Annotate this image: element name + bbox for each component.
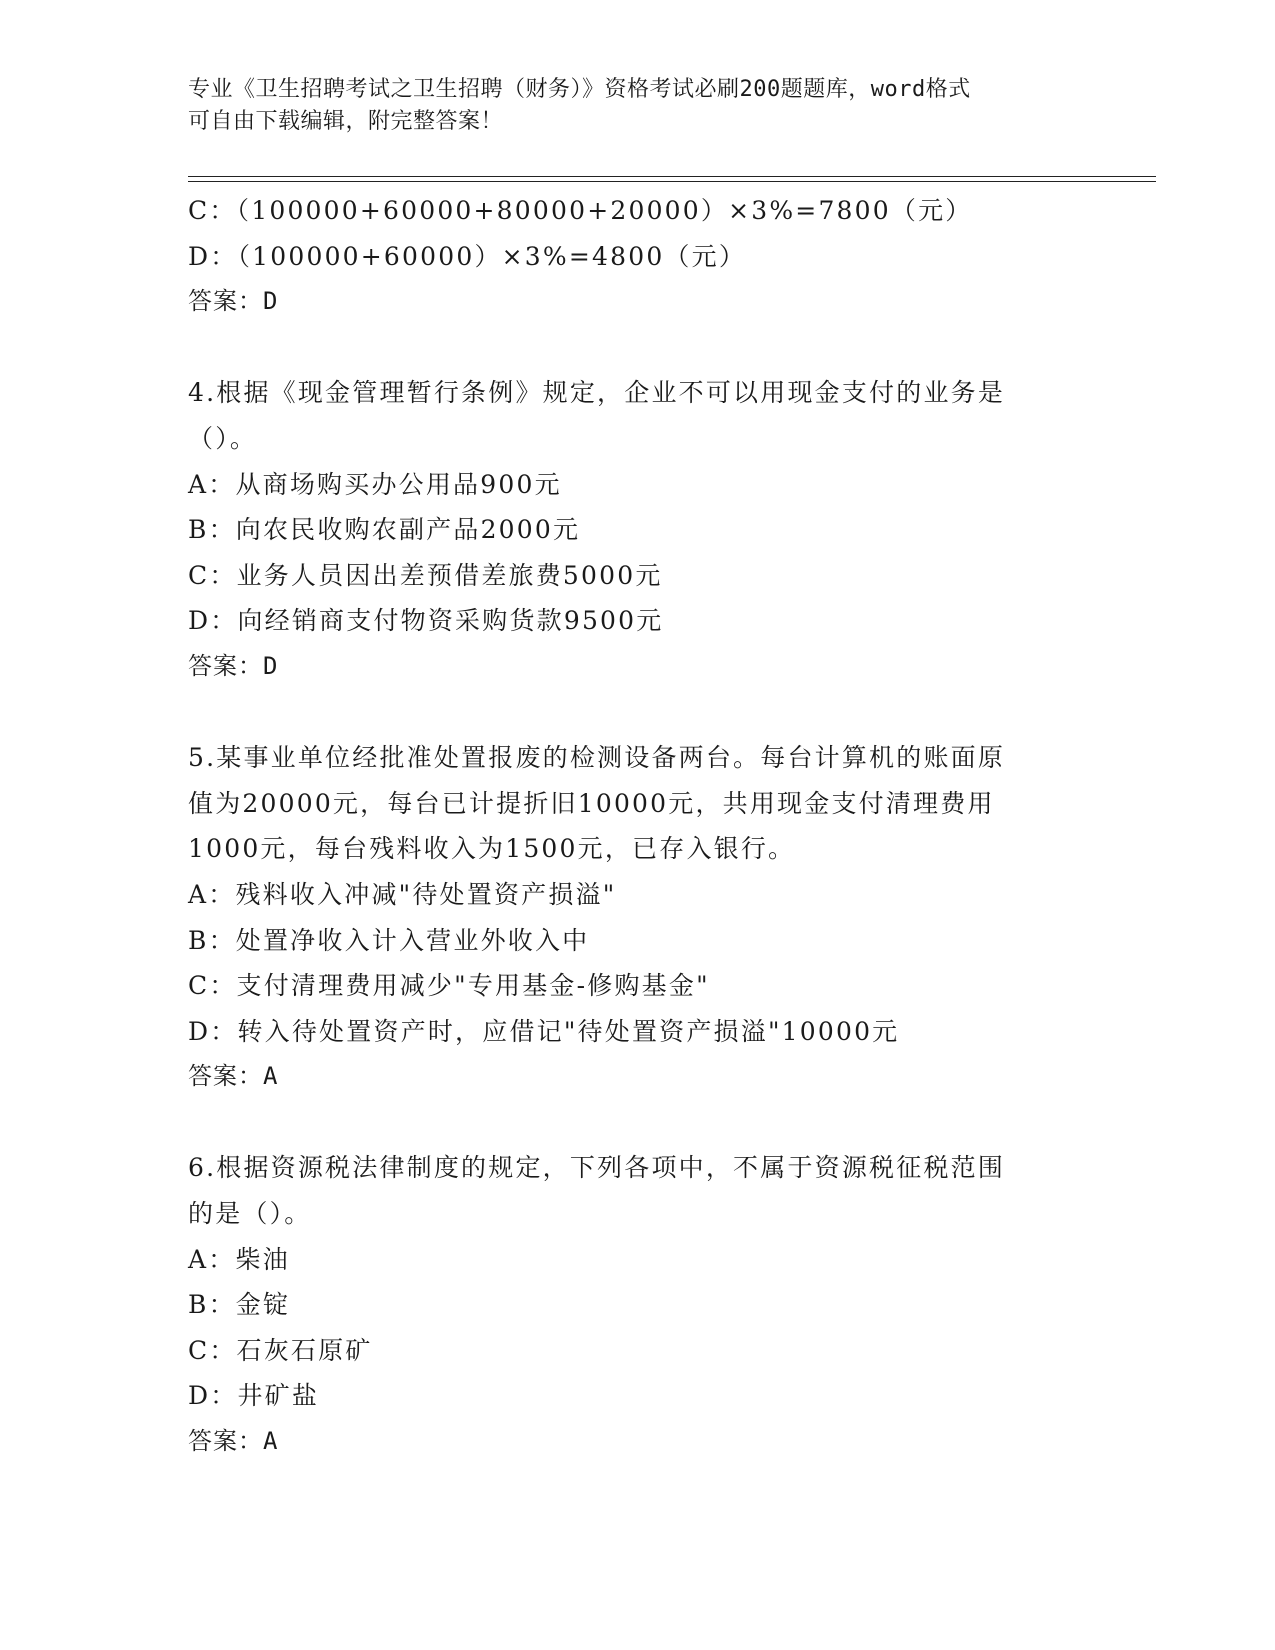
header-divider-bottom	[188, 181, 1156, 182]
option-a: A：残料收入冲减"待处置资产损溢"	[188, 879, 617, 909]
option-d: D：向经销商支付物资采购货款9500元	[188, 606, 664, 636]
answer-line: 答案：A	[188, 1427, 279, 1456]
option-b: B：处置净收入计入营业外收入中	[188, 925, 590, 955]
option-a: A：柴油	[188, 1244, 290, 1274]
question-3	[188, 188, 1088, 325]
option-d: D：转入待处置资产时，应借记"待处置资产损溢"10000元	[188, 1016, 900, 1046]
question-4	[188, 370, 1088, 689]
option-b: B：金锭	[188, 1290, 291, 1320]
spacer	[188, 325, 1088, 371]
option-d: D：井矿盐	[188, 1381, 320, 1411]
question-stem: 6.根据资源税法律制度的规定，下列各项中，不属于资源税征税范围	[188, 1153, 1006, 1183]
option-d: D：（100000+60000）×3%=4800（元）	[188, 241, 747, 271]
question-6	[188, 1145, 1088, 1464]
question-stem-continued: 值为20000元，每台已计提折旧10000元，共用现金支付清理费用	[188, 788, 995, 818]
question-list	[188, 188, 1088, 1465]
question-stem-continued: （）。	[188, 423, 258, 453]
option-b: B：向农民收购农副产品2000元	[188, 515, 581, 545]
question-stem-continued: 1000元，每台残料收入为1500元，已存入银行。	[188, 834, 796, 864]
option-c: C：石灰石原矿	[188, 1335, 373, 1365]
answer-line: 答案：A	[188, 1062, 279, 1091]
spacer	[188, 1100, 1088, 1146]
document-header	[188, 74, 1068, 138]
option-c: C：支付清理费用减少"专用基金-修购基金"	[188, 971, 710, 1001]
question-stem-continued: 的是（）。	[188, 1199, 312, 1229]
option-c: C：（100000+60000+80000+20000）×3%=7800（元）	[188, 196, 973, 225]
header-line-2: 可自由下载编辑，附完整答案！	[188, 109, 504, 134]
spacer	[188, 690, 1088, 736]
question-5	[188, 735, 1088, 1100]
header-divider-top	[188, 176, 1156, 177]
option-a: A：从商场购买办公用品900元	[188, 469, 562, 499]
question-stem: 4.根据《现金管理暂行条例》规定，企业不可以用现金支付的业务是	[188, 378, 1006, 408]
answer-line: 答案：D	[188, 651, 279, 680]
question-stem: 5.某事业单位经批准处置报废的检测设备两台。每台计算机的账面原	[188, 743, 1006, 773]
option-c: C：业务人员因出差预借差旅费5000元	[188, 560, 663, 590]
answer-line: 答案：D	[188, 287, 279, 316]
header-line-1: 专业《卫生招聘考试之卫生招聘（财务）》资格考试必刷200题题库，word格式	[188, 77, 971, 102]
